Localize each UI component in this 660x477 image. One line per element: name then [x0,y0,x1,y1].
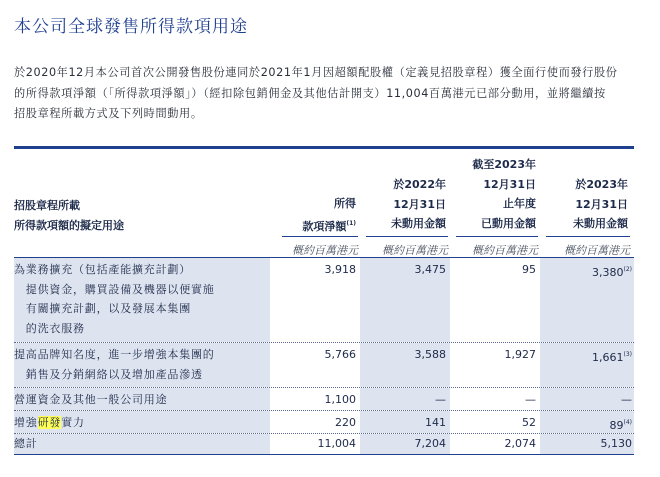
column-header-line: 12月31日 [393,197,446,211]
column-header-line: 截至2023年 [472,158,536,171]
cell-value: 3,380$^{(2)}$ [592,266,632,279]
cell-value: 5,130 [600,437,632,450]
cell-value: 3,475 [414,263,446,276]
cell-value: 1,100 [324,393,356,406]
cell-value: 1,927 [504,348,536,361]
highlighted-text: 研發 [37,416,62,429]
total-label: 總計 [14,437,38,450]
cell-value: 52 [522,416,536,429]
column-header-line: 未動用金額 [391,217,446,230]
header-label-line2: 所得款項額的擬定用途 [14,219,124,232]
paragraph-line: 的所得款項淨額（「所得款項淨額」）（經扣除包銷佣金及其他估計開支）11,004百萬港元已部分動用，並將繼續按 [14,86,606,100]
column-header-line: 已動用金額 [481,216,536,230]
unit-label: 概約百萬港元 [292,244,358,257]
paragraph-line: 招股章程所載方式及下列時間動用。 [14,107,203,120]
column-header-line: 所得 [334,197,356,210]
proceeds-table [14,146,634,455]
column-header-line: 於2022年 [393,178,446,191]
row-label: 營運資金及其他一般公司用途 [14,393,168,406]
column-underline [546,236,630,237]
column-header-line: 未動用金額 [573,217,628,230]
cell-value: 141 [425,416,446,429]
column-header-line: 於2023年 [575,178,628,191]
row-label: 提高品牌知名度，進一步增強本集團的 銷售及分銷網絡以及增加產品滲透 [14,348,215,381]
column-underline [282,236,358,237]
table-row [14,257,634,343]
column-header-line: 12月31日 [575,197,628,211]
cell-value: 89$^{(4)}$ [609,419,632,432]
page-title: 本公司全球發售所得款項用途 [14,17,248,37]
column-header-unused-2023 [544,175,628,234]
row-label: 增強研發實力 [14,416,85,429]
cell-value: — [525,393,536,406]
column-header-line: 止年度 [503,197,536,210]
column-header-unused-2022 [364,175,446,234]
cell-value: 220 [335,416,356,429]
row-label: 為業務擴充（包括產能擴充計劃） 提供資金，購買設備及機器以便實施 有關擴充計劃，以及發展本集團 的洗衣服務 [14,263,215,335]
paragraph-line: 於2020年12月本公司首次公開發售股份連同於2021年1月因超額配股權（定義見招股章程）獲全面行使而發行股份 [14,66,618,79]
unit-label: 概約百萬港元 [564,244,630,257]
table-row [14,343,634,388]
cell-value: 2,074 [504,437,536,450]
column-header-net-proceeds [282,194,356,236]
cell-value: 11,004 [317,437,356,450]
table-row [14,411,634,434]
cell-value: 1,661$^{(3)}$ [592,351,632,364]
intro-paragraph [14,63,646,125]
cell-value: — [435,393,446,406]
column-header-line: 款項淨額$^{(1)}$ [302,219,356,233]
unit-label: 概約百萬港元 [472,244,538,257]
header-label-line1: 招股章程所載 [14,199,80,212]
cell-value: 7,204 [414,437,446,450]
cell-value: 95 [522,263,536,276]
column-underline [456,236,538,237]
unit-label: 概約百萬港元 [382,244,448,257]
cell-value: 5,766 [324,348,356,361]
cell-value: 3,588 [414,348,446,361]
total-row [14,434,634,455]
cell-value: — [621,393,632,406]
column-header-line: 12月31日 [483,177,536,191]
table-row [14,388,634,411]
column-underline [366,236,448,237]
table-header [14,149,634,257]
column-header-used-2023 [454,155,536,233]
cell-value: 3,918 [324,263,356,276]
